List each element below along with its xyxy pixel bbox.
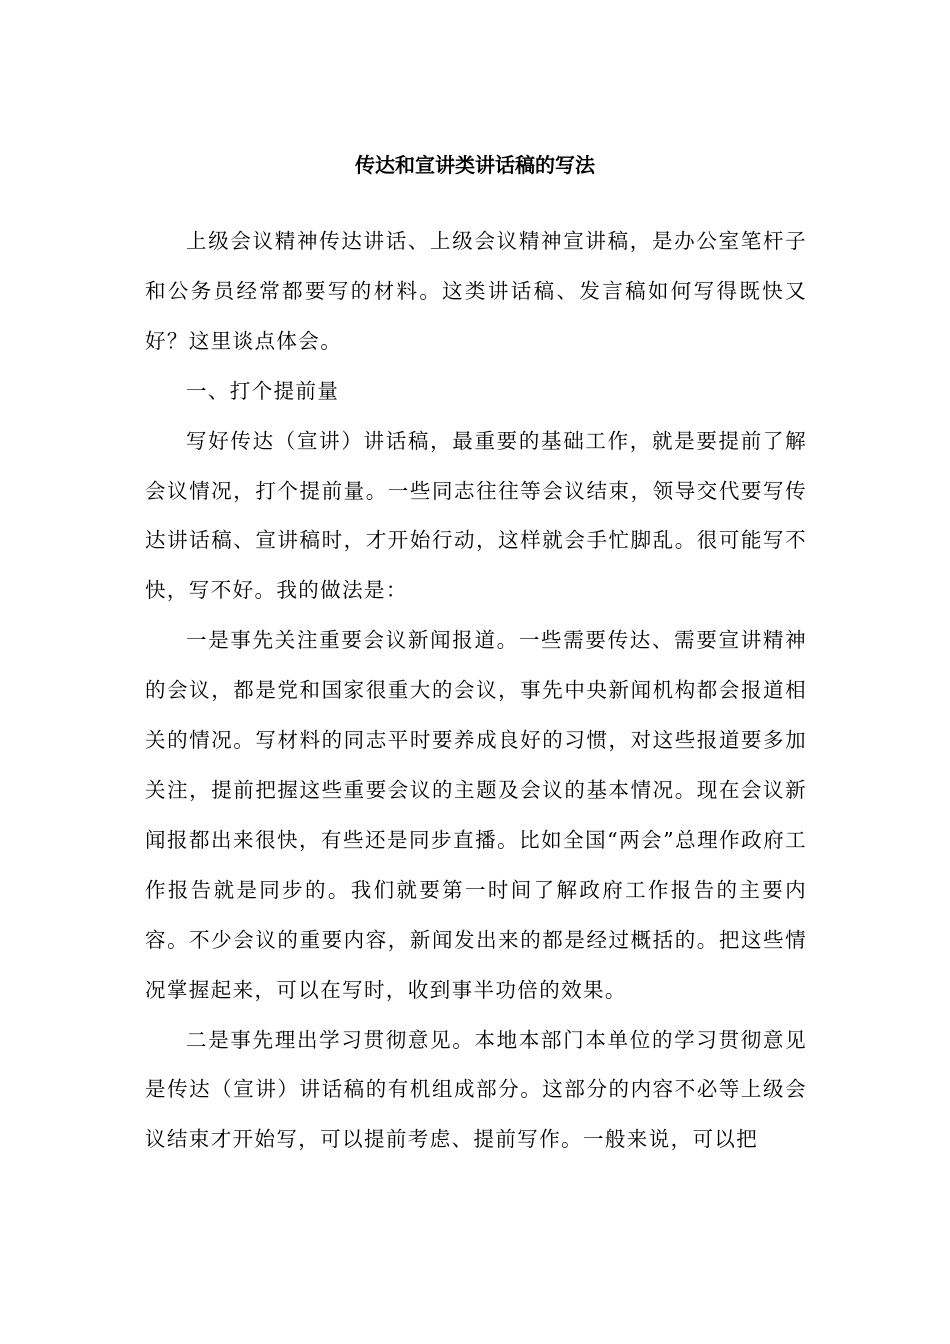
paragraph-intro: 上级会议精神传达讲话、上级会议精神宣讲稿，是办公室笔杆子和公务员经常都要写的材料。这类讲话稿、发言稿如何写得既快又好？这里谈点体会。 — [145, 229, 807, 353]
paragraph: 二是事先理出学习贯彻意见。本地本部门本单位的学习贯彻意见是传达（宣讲）讲话稿的有机组成部分。这部分的内容不必等上级会议结束才开始写，可以提前考虑、提前写作。一般来说，可以把 — [145, 1027, 807, 1152]
section-heading: 一、打个提前量 — [186, 378, 340, 403]
paragraph: 写好传达（宣讲）讲话稿，最重要的基础工作，就是要提前了解会议情况，打个提前量。一些同志往往等会议结束，领导交代要写传达讲话稿、宣讲稿时，才开始行动，这样就会手忙脚乱。很可能写不快，写不好。我的做法是： — [145, 428, 807, 603]
paragraph: 一是事先关注重要会议新闻报道。一些需要传达、需要宣讲精神的会议，都是党和国家很重大的会议，事先中央新闻机构都会报道相关的情况。写材料的同志平时要养成良好的习惯，对这些报道要多加关注，提前把握这些重要会议的主题及会议的基本情况。现在会议新闻报都出来很快，有些还是同步直播。比如全国“两会”总理作政府工作报告就是同步的。我们就要第一时间了解政府工作报告的主要内容。不少会议的重要内容，新闻发出来的都是经过概括的。把这些情况掌握起来，可以在写时，收到事半功倍的效果。 — [145, 628, 807, 1002]
document-body — [145, 217, 807, 1165]
document-title: 传达和宣讲类讲话稿的写法 — [355, 153, 595, 177]
